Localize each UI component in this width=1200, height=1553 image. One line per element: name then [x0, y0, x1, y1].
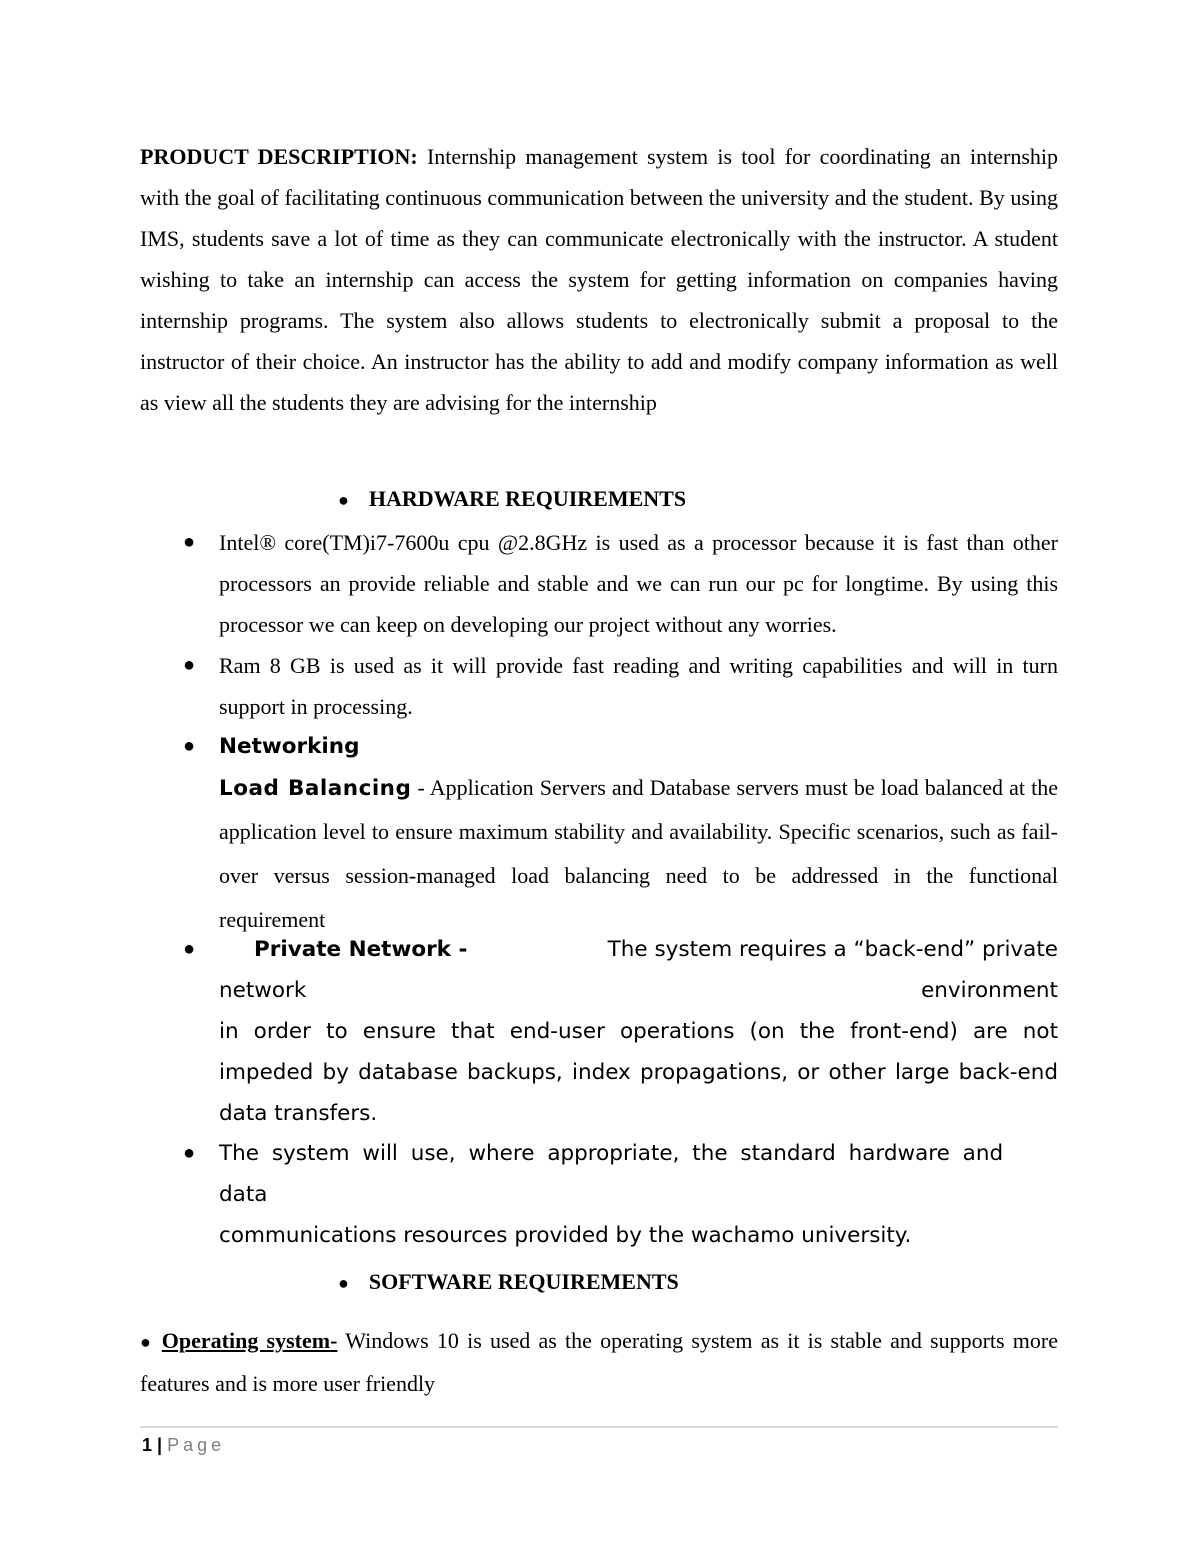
hardware-standard-item: [219, 1133, 1058, 1256]
private-network-word-right: environment: [921, 978, 1058, 1003]
hardware-private-network-item: [219, 929, 1058, 1134]
list-bullet: ●: [140, 1332, 154, 1352]
load-balancing-label: Load Balancing: [219, 776, 412, 801]
list-bullet: ●: [183, 1142, 196, 1164]
product-description: [140, 136, 1058, 423]
load-balancing-text: - Application Servers and Database servers must be load balanced at the application level to ensure maximum stability and availability. Specific scenarios, such as fail-over versus session-managed load balancing need to be addressed in the functional requirement: [219, 775, 1059, 932]
page-label: Page: [167, 1435, 226, 1455]
private-network-rest: in order to ensure that end-user operations (on the front-end) are not impeded by database backups, index propagations, or other large back-end data transfers.: [219, 1019, 1058, 1126]
product-description-label: PRODUCT DESCRIPTION:: [140, 144, 418, 169]
standard-line2: data: [219, 1182, 268, 1207]
hardware-processor-item: Intel® core(TM)i7-7600u cpu @2.8GHz is used as a processor because it is fast than other processors an provide reliable and stable and we can run our pc for longtime. By using this processor we can keep on developing our project without any worries.: [219, 530, 1058, 637]
hardware-ram-item: Ram 8 GB is used as it will provide fast reading and writing capabilities and will in turn support in processing.: [219, 653, 1058, 719]
page-footer: [142, 1432, 225, 1458]
private-network-word-left: network: [219, 978, 307, 1003]
list-bullet: ●: [183, 531, 196, 553]
hardware-heading-text: HARDWARE REQUIREMENTS: [368, 486, 687, 511]
standard-line3: communications resources provided by the wachamo university.: [219, 1223, 912, 1248]
heading-bullet: ●: [338, 490, 349, 510]
list-bullet: ●: [183, 938, 196, 960]
list-bullet: ●: [183, 735, 196, 757]
os-text: Windows 10 is used as the operating system as it is stable and supports more features and is more user friendly: [140, 1328, 1059, 1396]
networking-title: Networking: [219, 734, 360, 759]
private-network-line: [219, 929, 1058, 970]
software-heading-text: SOFTWARE REQUIREMENTS: [368, 1269, 679, 1294]
product-description-text: Internship management system is tool for coordinating an internship with the goal of facilitating continuous communication between the university and the student. By using IMS, students save a lot of time as they can communicate electronically with the instructor. A student wishing to take an internship can access the system for getting information on companies having internship programs. The system also allows students to electronically submit a proposal to the instructor of their choice. An instructor has the ability to add and modify company information as well as view all the students they are advising for the internship: [140, 144, 1058, 415]
software-requirements-heading: [338, 1261, 679, 1304]
private-network-label: Private Network -: [254, 937, 468, 962]
private-network-line: [219, 970, 1058, 1011]
standard-line1: [219, 1133, 1058, 1174]
hardware-networking-item: [219, 726, 1058, 943]
private-network-line1: The system requires a “back-end” private: [607, 937, 1058, 962]
page-number: 1: [142, 1435, 153, 1455]
hardware-requirements-heading: [338, 478, 686, 521]
software-os-item: [140, 1320, 1058, 1404]
heading-bullet: ●: [338, 1273, 349, 1293]
footer-divider: [140, 1426, 1058, 1428]
standard-line1-text: The system will use, where appropriate, the standard hardware and: [219, 1141, 1004, 1166]
os-label: Operating system-: [161, 1328, 338, 1353]
list-bullet: ●: [183, 654, 196, 676]
page-separator: |: [152, 1435, 168, 1455]
